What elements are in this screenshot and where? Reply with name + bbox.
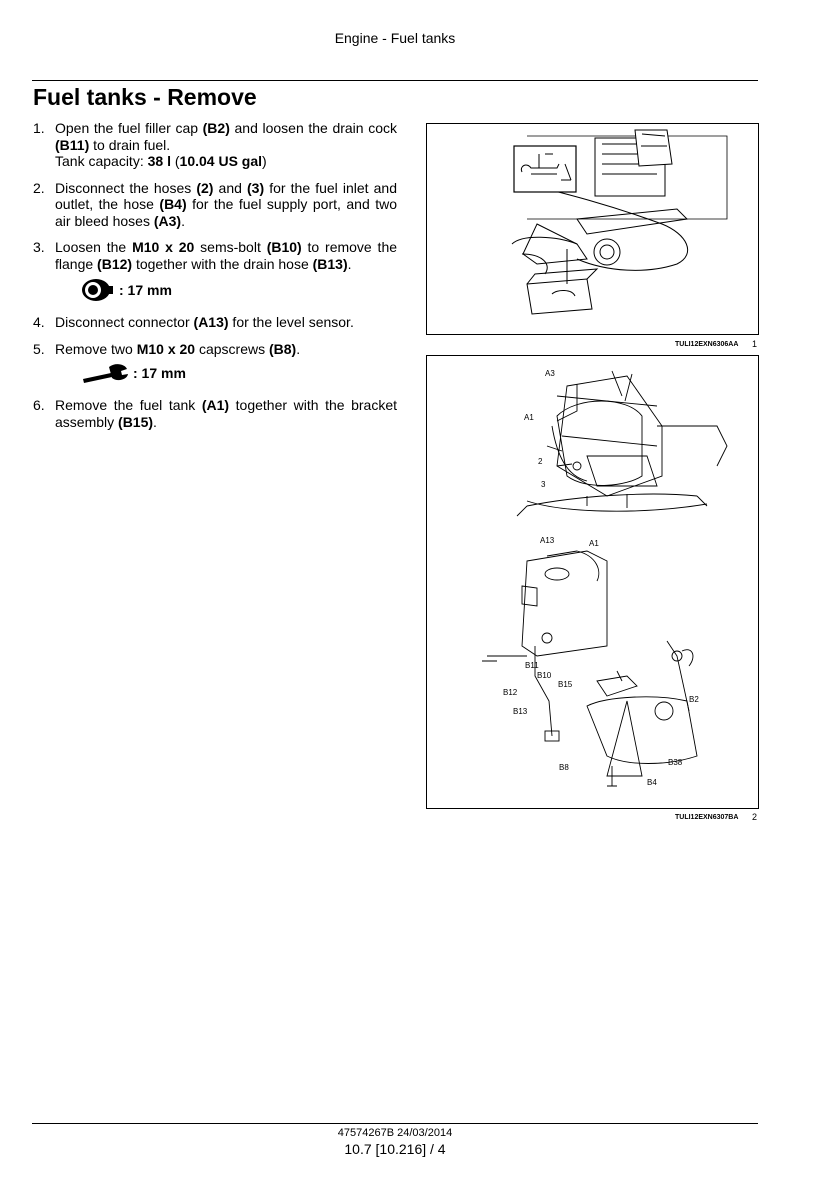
step-text: Loosen the M10 x 20 sems-bolt (B10) to remove the flange (B12) together with the drain hose (B13). xyxy=(55,239,398,272)
tool-wrench-row xyxy=(33,361,397,385)
callout-b38: B38 xyxy=(668,758,683,767)
callout-b4: B4 xyxy=(647,778,657,787)
step-4 xyxy=(33,314,397,331)
step-number: 6. xyxy=(33,397,45,413)
step-1 xyxy=(33,120,397,170)
socket-size-value: : 17 mm xyxy=(119,281,172,298)
header-rule xyxy=(32,80,758,81)
figure-1-caption: TULI12EXN6306AA xyxy=(675,341,739,348)
callout-b8: B8 xyxy=(559,763,569,772)
footer-rule xyxy=(32,1123,758,1124)
figure-2-number: 2 xyxy=(752,812,758,822)
step-number: 4. xyxy=(33,314,45,330)
callout-b11: B11 xyxy=(525,661,539,670)
callout-a1-bottom: A1 xyxy=(589,539,599,548)
tool-socket-row xyxy=(33,278,397,302)
wrench-icon xyxy=(81,361,131,385)
procedure-steps xyxy=(33,120,397,440)
step-number: 3. xyxy=(33,239,45,255)
figure-1-illustration xyxy=(427,124,758,334)
wrench-size-value: : 17 mm xyxy=(133,364,186,381)
callout-a3: A3 xyxy=(545,369,555,378)
footer-page-ref: 10.7 [10.216] / 4 xyxy=(344,1141,446,1157)
callout-b12: B12 xyxy=(503,688,518,697)
figure-2-caption: TULI12EXN6307BA xyxy=(675,814,739,821)
callout-a1-top: A1 xyxy=(524,413,534,422)
step-number: 1. xyxy=(33,120,45,136)
step-text: Disconnect connector (A13) for the level sensor. xyxy=(55,314,354,330)
figure-1-number: 1 xyxy=(752,339,758,349)
callout-b15: B15 xyxy=(558,680,573,689)
page-title: Fuel tanks - Remove xyxy=(33,84,257,110)
figure-2-callouts xyxy=(427,356,758,808)
header-title: Engine - Fuel tanks xyxy=(334,30,456,46)
callout-b2: B2 xyxy=(689,695,699,704)
step-text: Remove two M10 x 20 capscrews (B8). xyxy=(55,340,301,357)
step-number: 5. xyxy=(33,340,45,357)
step-6 xyxy=(33,397,397,430)
socket-icon xyxy=(81,278,115,302)
figure-2 xyxy=(426,355,759,809)
step-number: 2. xyxy=(33,179,45,196)
callout-a13: A13 xyxy=(540,536,555,545)
callout-3: 3 xyxy=(541,480,546,489)
step-text: Disconnect the hoses (2) and (3) for the fuel inlet and outlet, the hose (B4) for the fuel supply port, and two air bleed hoses (A3). xyxy=(55,179,397,229)
callout-b13: B13 xyxy=(513,707,528,716)
step-2 xyxy=(33,180,397,230)
step-3 xyxy=(33,239,397,272)
callout-b10: B10 xyxy=(537,671,552,680)
figure-1 xyxy=(426,123,759,335)
step-text: Remove the fuel tank (A1) together with the bracket assembly (B15). xyxy=(55,397,397,430)
step-5 xyxy=(33,341,397,358)
footer-doc-ref: 47574267B 24/03/2014 xyxy=(337,1127,453,1139)
step-text: Open the fuel filler cap (B2) and loosen the drain cock (B11) to drain fuel. Tank capacity: 38 l (10.04 US gal) xyxy=(55,120,397,169)
callout-2: 2 xyxy=(538,457,543,466)
